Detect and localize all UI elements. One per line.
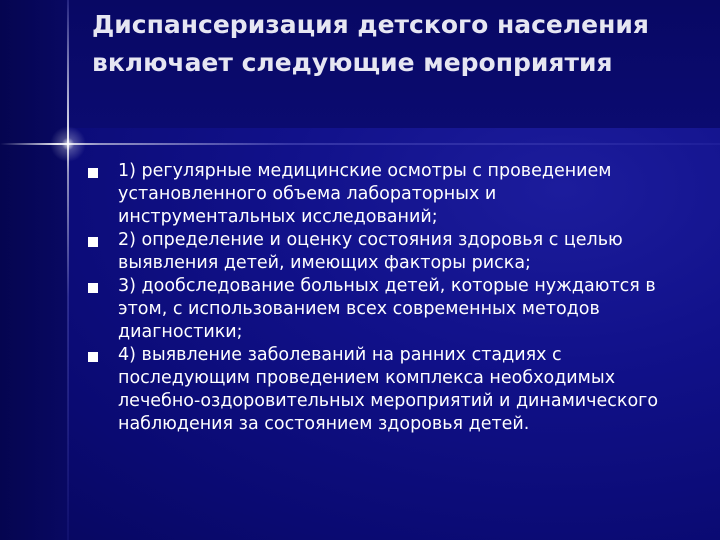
slide-title: Диспансеризация детского населения включает следующие мероприятия [92, 10, 649, 77]
square-bullet-icon [88, 237, 98, 247]
square-bullet-icon [88, 283, 98, 293]
list-item [88, 160, 663, 229]
list-item [88, 229, 663, 275]
horizontal-accent-line [0, 143, 720, 145]
list-item [88, 344, 663, 436]
square-bullet-icon [88, 352, 98, 362]
list-item-text: 1) регулярные медицинские осмотры с проведением установленного объема лабораторных и инструментальных исследований; [118, 161, 612, 227]
left-band-decoration [0, 0, 68, 540]
list-item-text: 2) определение и оценку состояния здоровья с целью выявления детей, имеющих факторы риска; [118, 230, 623, 273]
list-item-text: 3) дообследование больных детей, которые нуждаются в этом, с использованием всех современных методов диагностики; [118, 276, 656, 342]
list-item-text: 4) выявление заболеваний на ранних стадиях с последующим проведением комплекса необходимых лечебно-оздоровительных мероприятий и динамического наблюдения за состоянием здоровья детей. [118, 345, 659, 434]
vertical-accent-line [67, 0, 69, 540]
square-bullet-icon [88, 168, 98, 178]
bullet-list [88, 160, 663, 436]
list-item [88, 275, 663, 344]
crosshair-glow [50, 126, 86, 162]
